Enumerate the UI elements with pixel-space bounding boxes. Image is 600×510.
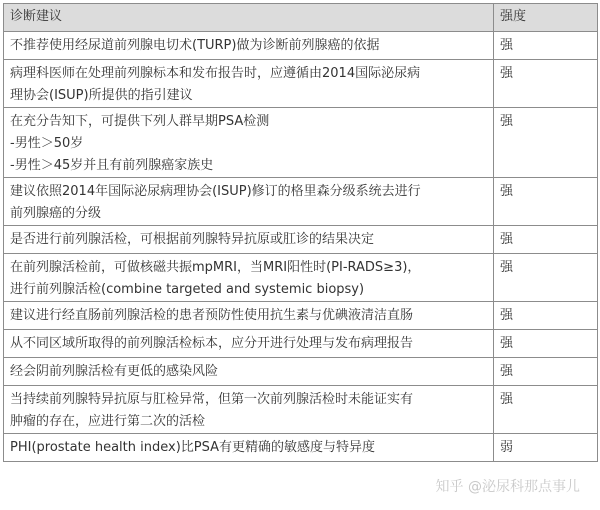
recommendation-text: 病理科医师在处理前列腺标本和发布报告时，应遵循由2014国际泌尿病	[10, 66, 421, 81]
table-header-row	[4, 4, 598, 32]
strength-cell: 强	[494, 254, 598, 302]
recommendation-cell	[4, 60, 494, 108]
recommendation-text: 是否进行前列腺活检，可根据前列腺特异抗原或肛诊的结果决定	[10, 232, 375, 247]
recommendation-text: 经会阴前列腺活检有更低的感染风险	[10, 364, 219, 379]
table-row	[4, 108, 598, 178]
recommendation-text: 从不同区域所取得的前列腺活检标本，应分开进行处理与发布病理报告	[10, 336, 414, 351]
table-row	[4, 386, 598, 434]
recommendation-cell	[4, 178, 494, 226]
strength-cell: 强	[494, 226, 598, 254]
recommendation-text: 前列腺癌的分级	[10, 206, 102, 221]
watermark: 知乎 @泌尿科那点事儿	[435, 479, 580, 495]
recommendation-cell	[4, 226, 494, 254]
recommendation-cell	[4, 434, 494, 462]
recommendation-text: -男性＞50岁	[10, 136, 84, 151]
recommendation-cell	[4, 330, 494, 358]
table-row	[4, 434, 598, 462]
diagnosis-table	[3, 3, 598, 462]
strength-cell: 强	[494, 60, 598, 108]
strength-cell: 强	[494, 386, 598, 434]
recommendation-text: 在前列腺活检前，可做核磁共振mpMRI，当MRI阳性时(PI-RADS≥3)，	[10, 260, 421, 275]
recommendation-text: PHI(prostate health index)比PSA有更精确的敏感度与特异度	[10, 440, 375, 455]
recommendation-text: 建议进行经直肠前列腺活检的患者预防性使用抗生素与优碘液清洁直肠	[10, 308, 414, 323]
strength-cell: 强	[494, 302, 598, 330]
strength-cell: 强	[494, 32, 598, 60]
recommendation-cell	[4, 302, 494, 330]
table-row	[4, 358, 598, 386]
recommendation-cell	[4, 108, 494, 178]
recommendation-text: 建议依照2014年国际泌尿病理协会(ISUP)修订的格里森分级系统去进行	[10, 184, 421, 199]
table-row	[4, 178, 598, 226]
recommendation-cell	[4, 358, 494, 386]
strength-cell: 强	[494, 330, 598, 358]
recommendation-text: 不推荐使用经尿道前列腺电切术(TURP)做为诊断前列腺癌的依据	[10, 38, 380, 53]
strength-cell: 强	[494, 178, 598, 226]
table-row	[4, 254, 598, 302]
strength-cell: 弱	[494, 434, 598, 462]
table-row	[4, 32, 598, 60]
recommendation-text: 进行前列腺活检(combine targeted and systemic biopsy)	[10, 282, 365, 297]
strength-cell: 强	[494, 358, 598, 386]
table-row	[4, 330, 598, 358]
table-row	[4, 60, 598, 108]
table-row	[4, 226, 598, 254]
recommendation-text: 理协会(ISUP)所提供的指引建议	[10, 88, 193, 103]
recommendation-text: 当持续前列腺特异抗原与肛检异常，但第一次前列腺活检时未能证实有	[10, 392, 414, 407]
recommendation-text: -男性＞45岁并且有前列腺癌家族史	[10, 158, 214, 173]
table-row	[4, 302, 598, 330]
recommendation-text: 在充分告知下，可提供下列人群早期PSA检测	[10, 114, 270, 129]
recommendation-cell	[4, 386, 494, 434]
header-strength: 强度	[494, 4, 598, 32]
recommendation-cell	[4, 32, 494, 60]
recommendation-text: 肿瘤的存在，应进行第二次的活检	[10, 414, 206, 429]
recommendation-cell	[4, 254, 494, 302]
header-recommendation: 诊断建议	[4, 4, 494, 32]
strength-cell: 强	[494, 108, 598, 178]
